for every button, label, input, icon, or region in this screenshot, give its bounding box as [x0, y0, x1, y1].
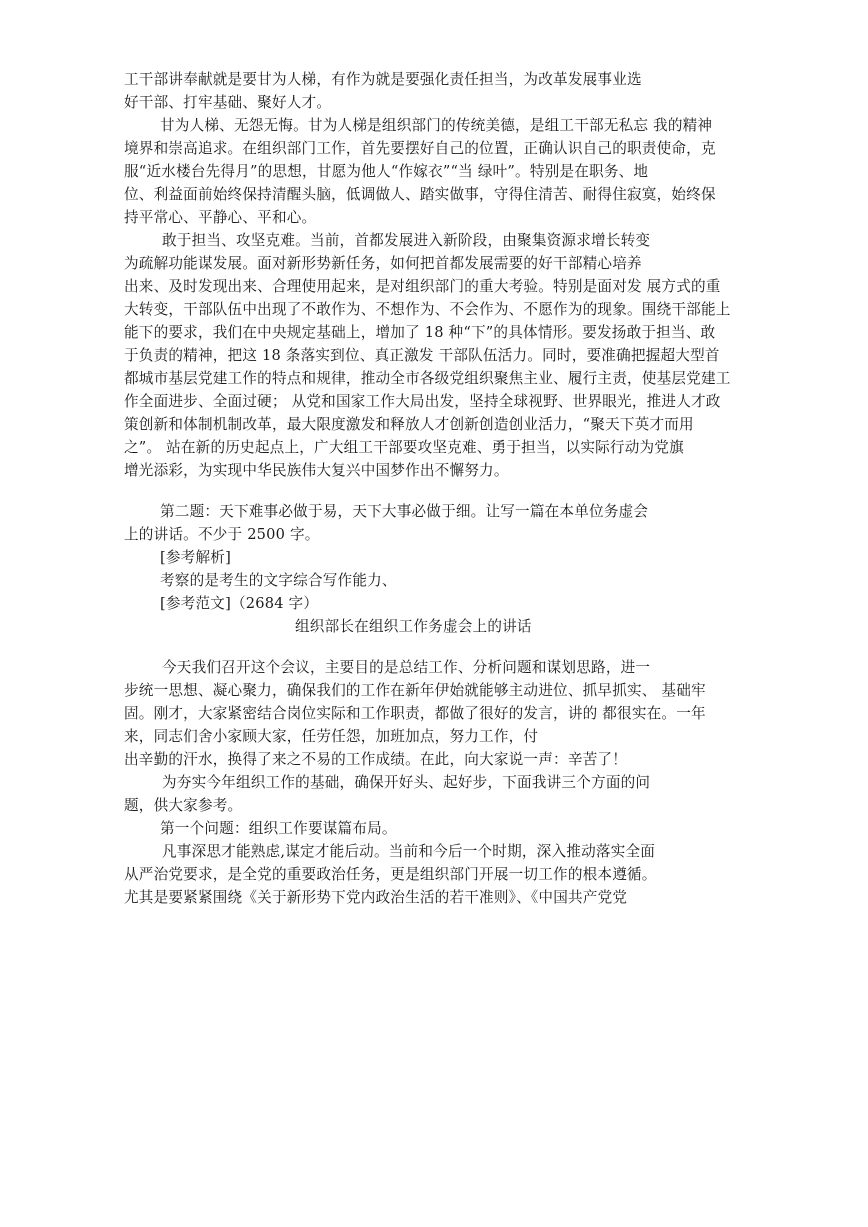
- section-heading: 第一个问题：组织工作要谋篇布局。: [160, 820, 397, 837]
- question-line: 第二题：天下难事必做于易，天下大事必做于细。让写一篇在本单位务虚会: [160, 503, 649, 520]
- section-label: [参考范文]（2684 字）: [160, 595, 319, 612]
- text-line: 持平常心、平静心、平和心。: [124, 209, 317, 226]
- text-line: 敢于担当、攻坚克难。当前，首都发展进入新阶段，由聚集资源求增长转变: [162, 232, 651, 249]
- text-line: 甘为人梯、无怨无悔。甘为人梯是组织部门的传统美德，是组工干部无私忘 我的精神: [160, 117, 713, 134]
- text-line: 境界和崇高追求。在组织部门工作，首先要摆好自己的位置，正确认识自己的职责使命，克: [124, 140, 716, 157]
- text-line: 能下的要求，我们在中央规定基础上，增加了 18 种“下”的具体情形。要发扬敢于担当、敢: [124, 324, 716, 341]
- text-line: 来，同志们舍小家顾大家，任劳任怨，加班加点，努力工作，付: [124, 728, 539, 745]
- text-line: 大转变，干部队伍中出现了不敢作为、不想作为、不会作为、不愿作为的现象。围绕干部能上: [124, 301, 731, 318]
- text-line: 位、利益面前始终保持清醒头脑，低调做人、踏实做事，守得住清苦、耐得住寂寞，始终保: [124, 186, 716, 203]
- section-label: [参考解析]: [160, 549, 231, 566]
- text-line: 今天我们召开这个会议，主要目的是总结工作、分析问题和谋划思路，进一: [162, 659, 651, 676]
- text-line: 为疏解功能谋发展。面对新形势新任务，如何把首都发展需要的好干部精心培养: [124, 255, 642, 272]
- text-line: 从严治党要求，是全党的重要政治任务，更是组织部门开展一切工作的根本遵循。: [124, 866, 657, 883]
- text-line: 作全面进步、全面过硬； 从党和国家工作大局出发，坚持全球视野、世界眼光，推进人才政: [124, 393, 721, 410]
- text-line: 题，供大家参考。: [124, 797, 243, 814]
- text-line: 固。刚才，大家紧密结合岗位实际和工作职责，都做了很好的发言，讲的 都很实在。一年: [124, 705, 706, 722]
- text-line: 好干部、打牢基础、聚好人才。: [124, 94, 332, 111]
- text-line: 策创新和体制机制改革，最大限度激发和释放人才创新创造创业活力，“聚天下英才而用: [124, 416, 694, 433]
- text-line: 之”。 站在新的历史起点上，广大组工干部要攻坚克难、勇于担当，以实际行动为党旗: [124, 439, 684, 456]
- speech-title: 组织部长在组织工作务虚会上的讲话: [295, 618, 532, 635]
- text-line: 服“近水楼台先得月”的思想，甘愿为他人“作嫁衣”“当 绿叶”。特别是在职务、地: [124, 163, 649, 180]
- text-line: 出来、及时发现出来、合理使用起来，是对组织部门的重大考验。特别是面对发 展方式的重: [124, 278, 721, 295]
- text-line: 步统一思想、凝心聚力，确保我们的工作在新年伊始就能够主动进位、抓早抓实、 基础牢: [124, 682, 706, 699]
- text-line: 凡事深思才能熟虑,谋定才能后动。当前和今后一个时期，深入推动落实全面: [162, 843, 656, 860]
- question-line: 上的讲话。不少于 2500 字。: [124, 526, 320, 543]
- text-line: 为夯实今年组织工作的基础，确保开好头、起好步，下面我讲三个方面的问: [162, 774, 651, 791]
- text-line: 工干部讲奉献就是要甘为人梯，有作为就是要强化责任担当，为改革发展事业选: [124, 71, 642, 88]
- text-line: 都城市基层党建工作的特点和规律，推动全市各级党组织聚焦主业、履行主责，使基层党建工: [124, 370, 731, 387]
- text-line: 出辛勤的汗水，换得了来之不易的工作成绩。在此，向大家说一声：辛苦了！: [124, 751, 627, 768]
- text-line: 尤其是要紧紧围绕《关于新形势下党内政治生活的若干准则》、《中国共产党党: [124, 889, 628, 906]
- text-line: 于负责的精神，把这 18 条落实到位、真正激发 干部队伍活力。同时，要准确把握超大型首: [124, 347, 720, 364]
- text-line: 考察的是考生的文字综合写作能力、: [160, 572, 397, 589]
- text-line: 增光添彩，为实现中华民族伟大复兴中国梦作出不懈努力。: [124, 462, 509, 479]
